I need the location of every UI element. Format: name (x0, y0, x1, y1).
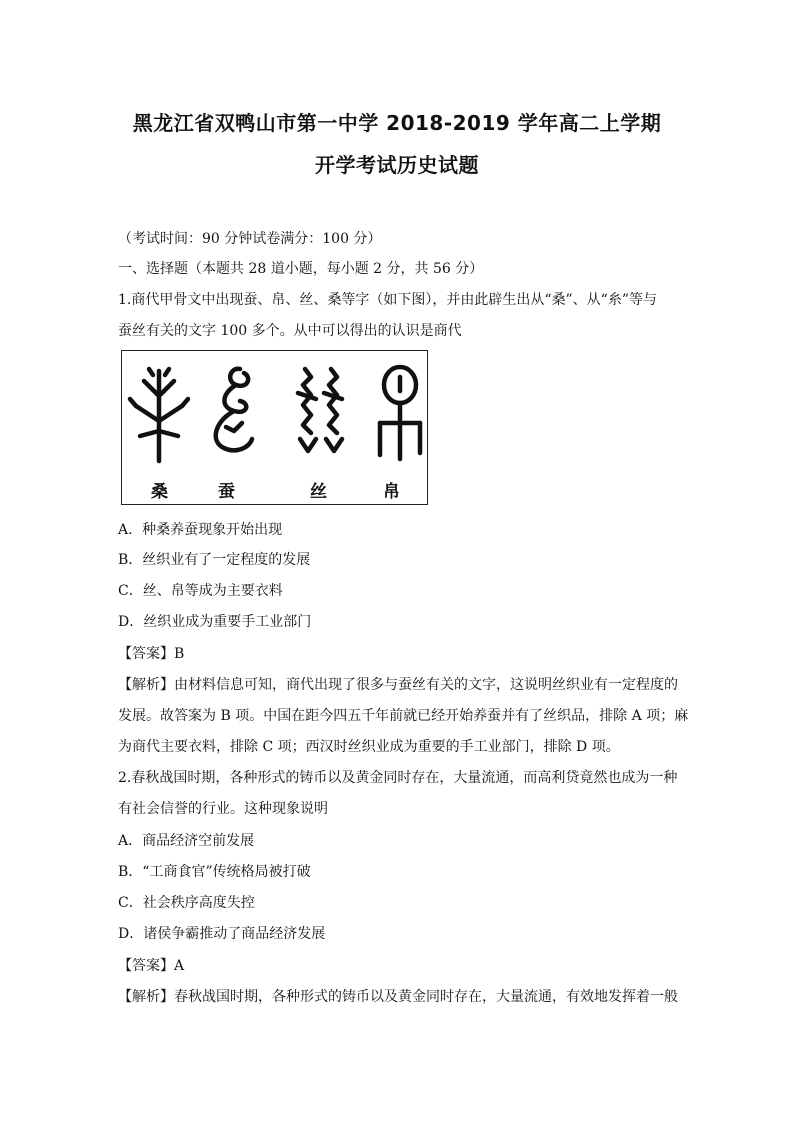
q1-stem-line2: 蚕丝有关的文字 100 多个。从中可以得出的认识是商代 (118, 323, 462, 339)
page-title-line2: 开学考试历史试题 (315, 153, 479, 177)
q1-stem-line1: 1.商代甲骨文中出现蚕、帛、丝、桑等字（如下图），并由此辟生出从“桑”、从“糸”等与 (118, 292, 657, 308)
q2-analysis-line1: 【解析】春秋战国时期，各种形式的铸币以及黄金同时存在，大量流通，有效地发挥着一般 (118, 989, 678, 1005)
figure-label-can: 蚕 (218, 482, 235, 502)
si-glyph-icon (298, 369, 342, 451)
exam-info: （考试时间：90 分钟试卷满分：100 分） (118, 231, 382, 247)
sang-glyph-icon (130, 369, 188, 461)
page-title-line1: 黑龙江省双鸭山市第一中学 2018-2019 学年高二上学期 (132, 111, 662, 135)
figure-label-si: 丝 (310, 482, 327, 502)
q1-analysis-line2: 发展。故答案为 B 项。中国在距今四五千年前就已经开始养蚕并有了丝织品，排除 A 项；麻 (118, 708, 689, 724)
q1-analysis-line3: 为商代主要衣料，排除 C 项；西汉时丝织业成为重要的手工业部门，排除 D 项。 (118, 739, 620, 755)
q1-option-a: A．种桑养蚕现象开始出现 (118, 522, 283, 538)
q2-option-c: C．社会秩序高度失控 (118, 895, 255, 911)
q1-analysis-line1: 【解析】由材料信息可知，商代出现了很多与蚕丝有关的文字，这说明丝织业有一定程度的 (118, 677, 678, 693)
q1-answer: 【答案】B (118, 646, 185, 662)
figure-label-sang: 桑 (151, 482, 168, 502)
q2-option-d: D．诸侯争霸推动了商品经济发展 (118, 926, 326, 942)
q1-option-b: B．丝织业有了一定程度的发展 (118, 552, 311, 568)
q1-option-d: D．丝织业成为重要手工业部门 (118, 614, 312, 630)
bo-glyph-icon (380, 367, 420, 459)
figure-label-bo: 帛 (383, 482, 400, 502)
q1-option-c: C．丝、帛等成为主要衣料 (118, 583, 283, 599)
q2-stem-line2: 有社会信誉的行业。这种现象说明 (118, 801, 328, 817)
q2-stem-line1: 2.春秋战国时期，各种形式的铸币以及黄金同时存在，大量流通，而高利贷竟然也成为一种 (118, 770, 678, 786)
q2-answer: 【答案】A (118, 958, 185, 974)
can-glyph-icon (216, 369, 252, 451)
q2-option-b: B．“工商食官”传统格局被打破 (118, 864, 311, 880)
section-header: 一、选择题（本题共 28 道小题，每小题 2 分，共 56 分） (118, 261, 484, 277)
q2-option-a: A．商品经济空前发展 (118, 833, 255, 849)
